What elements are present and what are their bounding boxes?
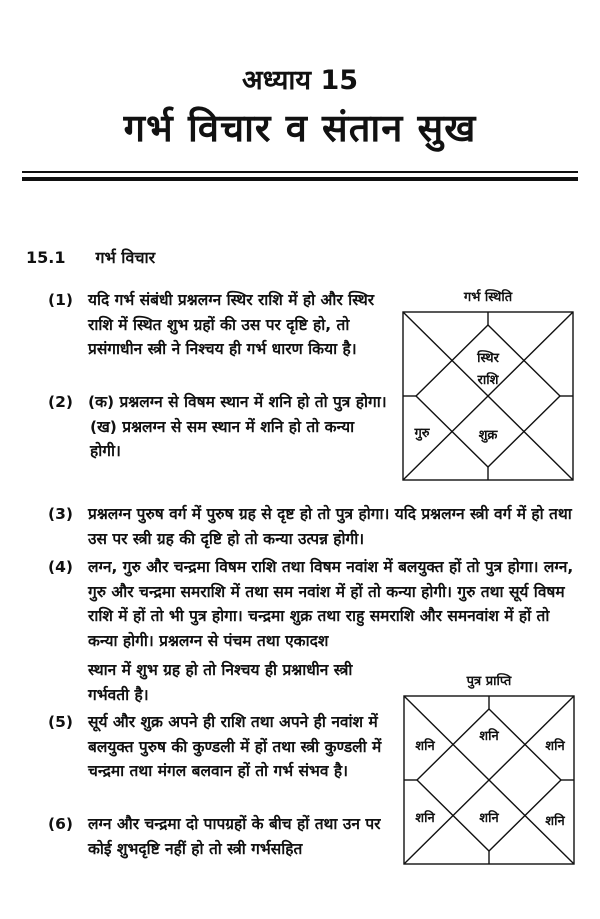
item-subtext-a: (क) प्रश्नलग्न से विषम स्थान में शनि हो तो पुत्र होगा। [88,393,387,411]
header-rule-thick [22,177,578,181]
list-item [48,502,578,551]
section-number: 15.1 [26,248,66,267]
list-item [48,555,578,653]
item-text: प्रश्नलग्न पुरुष वर्ग में पुरुष ग्रह से दृष्ट हो तो पुत्र होगा। यदि प्रश्नलग्न स्त्री वर्ग में हो तथा उस पर स्त्री ग्रह की दृष्टि हो तो कन्या उत्पन्न होगी। [88,505,572,548]
item-number: (6) [48,815,73,833]
item-text: सूर्य और शुक्र अपने ही राशि तथा अपने ही नवांश में बलयुक्त पुरुष की कुण्डली में हों तथा स्त्री कुण्डली में चन्द्रमा तथा मंगल बलवान हों तो गर्भ संभव है। [88,713,382,781]
list-item [48,288,390,362]
chart-label: स्थिर [477,351,499,366]
horoscope-chart-putra-prapti [403,671,575,865]
chart-caption: पुत्र प्राप्ति [466,674,512,689]
item-text: लग्न, गुरु और चन्द्रमा विषम राशि तथा विषम नवांश में बलयुक्त हों तो पुत्र होगा। लग्न, गुरु और चन्द्रमा समराशि में तथा सम नवांश में हों तो कन्या होगी। गुरु तथा सूर्य विषम राशि में हों तो भी पुत्र होगा। चन्द्रमा शुक्र तथा राहु समराशि और समनवांश में हों तो कन्या होगी। प्रश्नलग्न से पंचम तथा एकादश [88,558,574,650]
list-item [48,812,390,861]
chart-label: शनि [415,811,435,826]
item-number: (5) [48,713,73,731]
chart-label: गुरु [414,426,430,441]
section-title: गर्भ विचार [95,248,156,267]
item-number: (2) [48,393,73,411]
item-number: (4) [48,558,73,576]
chart-label: शुक्र [478,428,498,443]
chart-label: शनि [415,739,435,754]
chart-label: शनि [545,739,565,754]
chart-label: राशि [477,373,499,388]
chart-grid-icon [403,695,575,865]
item-number: (3) [48,505,73,523]
chapter-number: अध्याय 15 [241,65,359,96]
item-text: यदि गर्भ संबंधी प्रश्नलग्न स्थिर राशि में हो और स्थिर राशि में स्थित शुभ ग्रहों की उस पर दृष्टि हो, तो प्रसंगाधीन स्त्री ने निश्चय ही गर्भ धारण किया है। [88,291,375,359]
chart-label: शनि [545,814,565,829]
chart-label: शनि [479,729,499,744]
item-text: स्थान में शुभ ग्रह हो तो निश्चय ही प्रश्नाधीन स्त्री गर्भवती है। [88,661,353,704]
item-number: (1) [48,291,73,309]
item-text: लग्न और चन्द्रमा दो पापग्रहों के बीच हों तथा उन पर कोई शुभदृष्टि नहीं हो तो स्त्री गर्भसहित [88,815,381,858]
section-heading [26,246,155,270]
list-item-continuation [48,658,390,707]
list-item [48,710,390,784]
item-subtext-b: (ख) प्रश्नलग्न से सम स्थान में शनि हो तो कन्या होगी। [90,417,355,461]
list-item [48,390,390,464]
chart-caption: गर्भ स्थिति [463,290,513,305]
chart-label: शनि [479,811,499,826]
chart-grid-icon [402,311,574,481]
horoscope-chart-garbh-sthiti [402,287,574,481]
chapter-title: गर्भ विचार व संतान सुख [123,106,477,150]
header-rule-thin [22,171,578,173]
